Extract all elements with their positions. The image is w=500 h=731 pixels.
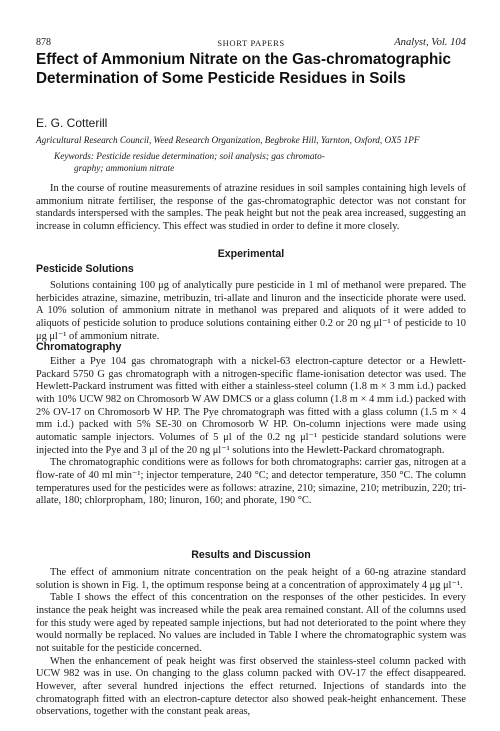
chromatography-paragraph-2: The chromatographic conditions were as follows for both chromatographs: carrier gas, nitrogen at a flow-rate of 40 ml min⁻¹; injector temperature, 240 °C; and detector temperature, 350 °C. The column temperatures used for the pesticides were as follows: atrazine, 210; simazine, 210; metribuzin, 220; tri-allate, 180; chlorpropham, 180; linuron, 160; and phorate, 190 °C.	[36, 457, 466, 507]
article-title: Effect of Ammonium Nitrate on the Gas-chromatographic Determination of Some Pesticide Residues in Soils	[36, 51, 452, 87]
keywords	[54, 151, 354, 175]
keywords-line-2: graphy; ammonium nitrate	[74, 164, 175, 174]
section-label: SHORT PAPERS	[217, 38, 285, 48]
introduction	[36, 183, 466, 234]
chromatography-heading: Chromatography	[36, 341, 122, 353]
results-section	[36, 567, 466, 719]
results-paragraph-3: When the enhancement of peak height was first observed the stainless-steel column packed with UCW 982 was in use. On changing to the glass column packed with OV-17 the effect disappeared. However, after several hundred injections the effect returned. Injections of standards into the chromatograph fitted with an electron-capture detector also showed peak-height enhancement. These observations, together with the constant peak areas,	[36, 655, 466, 718]
journal-reference: Analyst, Vol. 104	[394, 37, 466, 48]
pesticide-solutions-section	[36, 280, 466, 343]
experimental-heading: Experimental	[217, 248, 285, 260]
results-heading: Results and Discussion	[191, 549, 311, 561]
keywords-label: Keywords	[54, 152, 91, 162]
results-paragraph-1: The effect of ammonium nitrate concentration on the peak height of a 60-ng atrazine standard solution is shown in Fig. 1, the optimum response being at a concentration of approximately 4 μg μl⁻¹.	[36, 567, 466, 591]
page-number: 878	[36, 37, 51, 48]
results-paragraph-2: Table I shows the effect of this concentration on the responses of the other pesticides. In every instance the peak height was increased while the peak area remained constant. All of the columns used for this study were aged by repeated sample injections, but had not deteriorated to the point where they would normally be replaced. No values are included in Table I where the chromatographic system was not suitable for the pesticide concerned.	[36, 592, 466, 654]
keywords-line-1: : Pesticide residue determination; soil analysis; gas chromato-	[90, 152, 325, 162]
author-affiliation: Agricultural Research Council, Weed Research Organization, Begbroke Hill, Yarnton, Oxford, OX5 1PF	[36, 135, 420, 145]
author-name: E. G. Cotterill	[36, 116, 108, 130]
intro-paragraph: In the course of routine measurements of atrazine residues in soil samples containing high levels of ammonium nitrate fertiliser, the response of the gas-chromatographic detector was not constant for standards interspersed with the samples. The peak height but not the peak area increased, suggesting an increase in column efficiency. This effect was studied in order to define it more closely.	[36, 183, 466, 232]
pesticide-solutions-paragraph: Solutions containing 100 μg of analytically pure pesticide in 1 ml of methanol were prepared. The herbicides atrazine, simazine, metribuzin, tri-allate and linuron and the insecticide phorate were used. A 10% solution of ammonium nitrate in methanol was prepared and aliquots of it were added to aliquots of pesticide solution to produce solutions containing either 0.2 or 20 ng μl⁻¹ of pesticide to 10 μg μl⁻¹ of ammonium nitrate.	[36, 280, 466, 342]
chromatography-paragraph-1: Either a Pye 104 gas chromatograph with a nickel-63 electron-capture detector or a Hewlett-Packard 5750 G gas chromatograph with a nitrogen-specific flame-ionisation detector was used. The Hewlett-Packard instrument was fitted with either a stainless-steel column (1.8 m × 3 mm i.d.) packed with 10% UCW 982 on Chromosorb W AW DMCS or a glass column (1.8 m × 4 mm i.d.) packed with 2% OV-17 on Chromosorb W HP. The Pye chromatograph was fitted with a glass column (1.5 m × 4 mm i.d.) packed with 5% SE-30 on Chromosorb W HP. On-column injections were made using automatic sample injectors. Volumes of 5 μl of the 0.2 ng μl⁻¹ pesticide standard solutions were injected into the Pye and 3 μl of the 20 ng μl⁻¹ solutions into the Hewlett-Packard chromatograph.	[36, 356, 466, 456]
chromatography-section	[36, 356, 466, 508]
running-head	[36, 37, 466, 49]
pesticide-solutions-heading: Pesticide Solutions	[36, 263, 134, 275]
